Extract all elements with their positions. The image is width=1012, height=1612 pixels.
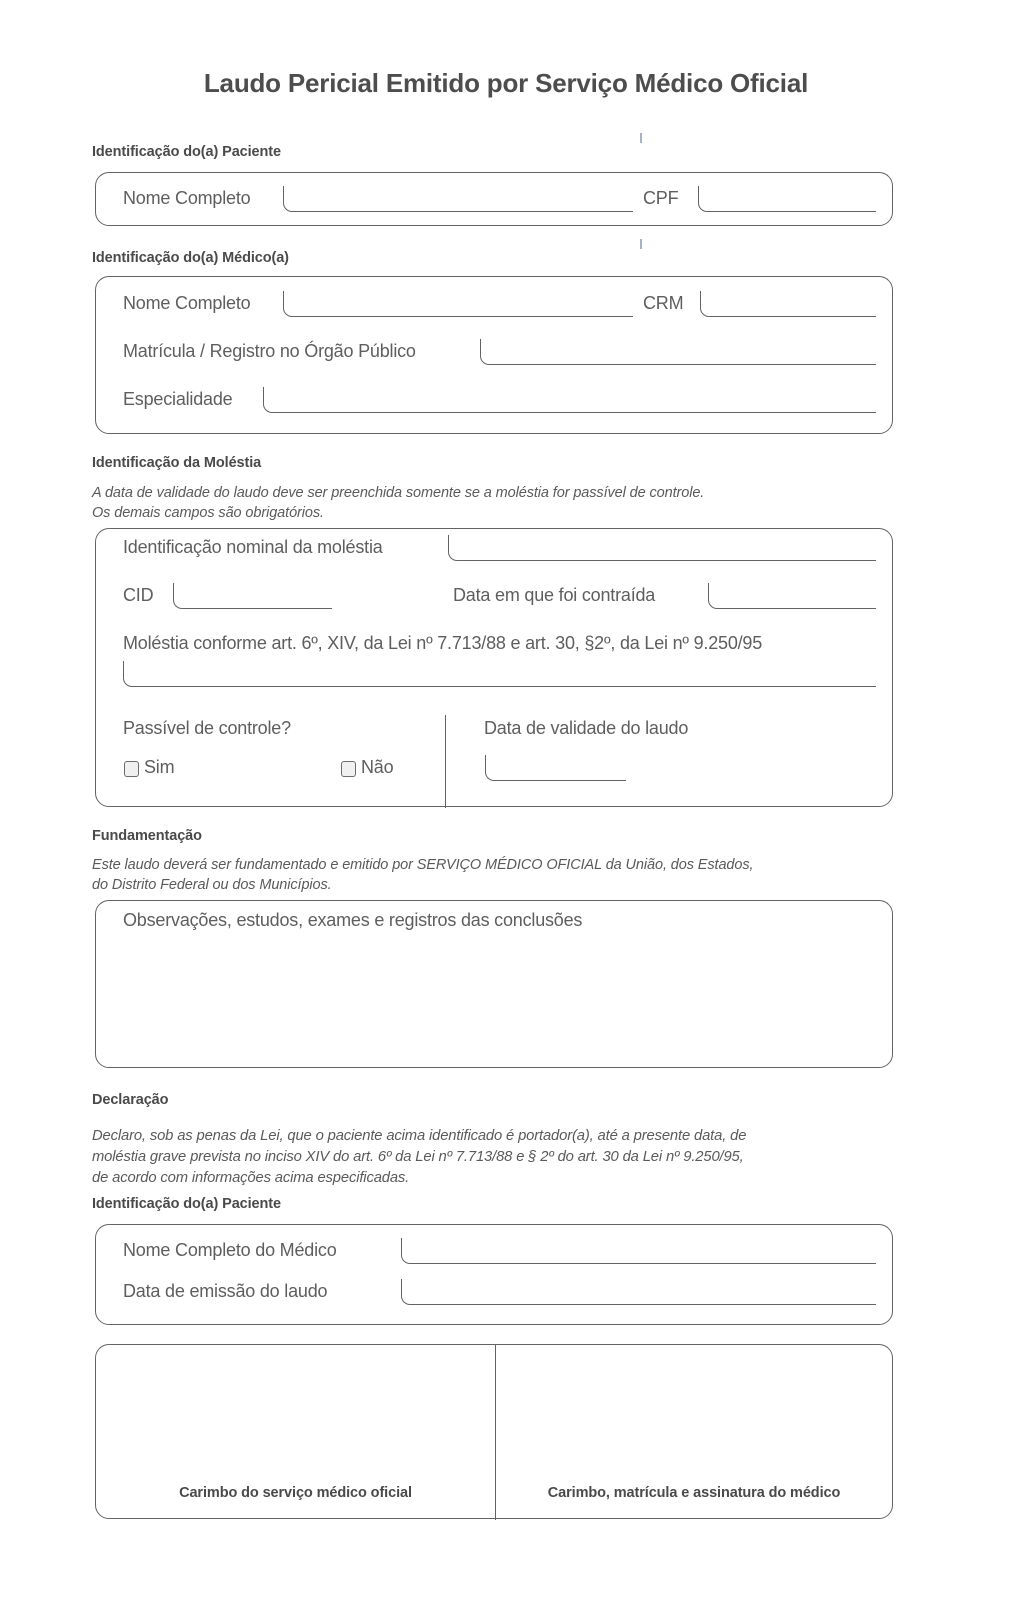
illness-section-heading: Identificação da Moléstia — [92, 455, 262, 471]
illness-cid-input[interactable] — [173, 583, 332, 609]
illness-fields-box — [95, 528, 893, 807]
grounds-section-heading: Fundamentação — [92, 828, 202, 844]
illness-cid-label: CID — [123, 585, 154, 605]
controllable-yes-checkbox[interactable] — [124, 761, 139, 777]
controllable-no-label: Não — [361, 757, 394, 777]
doctor-specialty-label: Especialidade — [123, 389, 233, 409]
grounds-textarea-box[interactable] — [95, 900, 893, 1068]
illness-contracted-date-input[interactable] — [708, 583, 876, 609]
doctor-full-name-input[interactable] — [283, 291, 633, 317]
patient-full-name-input[interactable] — [283, 186, 633, 212]
declaration-text-line1: Declaro, sob as penas da Lei, que o paciente acima identificado é portador(a), até a presente data, de — [92, 1128, 747, 1144]
declaration-text-line3: de acordo com informações acima especificadas. — [92, 1170, 410, 1186]
grounds-section-note-line2: do Distrito Federal ou dos Municípios. — [92, 877, 332, 893]
section-tick-icon — [640, 239, 642, 249]
signature-issue-date-input[interactable] — [401, 1279, 876, 1305]
illness-contracted-date-label: Data em que foi contraída — [453, 585, 656, 605]
signature-issue-date-label: Data de emissão do laudo — [123, 1281, 328, 1301]
illness-name-input[interactable] — [448, 535, 876, 561]
controllable-yes-label: Sim — [144, 757, 175, 777]
patient-fields-box — [95, 172, 893, 226]
signature-doctor-name-input[interactable] — [401, 1238, 876, 1264]
doctor-registry-input[interactable] — [480, 339, 876, 365]
doctor-crm-label: CRM — [643, 293, 684, 313]
patient-cpf-input[interactable] — [698, 186, 876, 212]
grounds-section-note-line1: Este laudo deverá ser fundamentado e emitido por SERVIÇO MÉDICO OFICIAL da União, dos Estados, — [92, 857, 754, 873]
illness-name-label: Identificação nominal da moléstia — [123, 537, 383, 557]
controllable-no-checkbox[interactable] — [341, 761, 356, 777]
validity-date-input[interactable] — [485, 755, 626, 781]
validity-date-label: Data de validade do laudo — [484, 718, 689, 738]
grounds-textarea-label: Observações, estudos, exames e registros das conclusões — [123, 910, 583, 930]
stamp-left-caption: Carimbo do serviço médico oficial — [179, 1485, 412, 1501]
illness-section-note-line2: Os demais campos são obrigatórios. — [92, 505, 324, 521]
illness-legal-basis-label: Moléstia conforme art. 6º, XIV, da Lei nº 7.713/88 e art. 30, §2º, da Lei nº 9.250/95 — [123, 633, 763, 653]
doctor-section-heading: Identificação do(a) Médico(a) — [92, 250, 289, 266]
illness-box-divider — [445, 715, 446, 808]
illness-legal-basis-input[interactable] — [123, 661, 876, 687]
page-title: Laudo Pericial Emitido por Serviço Médico Oficial — [203, 68, 809, 98]
doctor-crm-input[interactable] — [700, 291, 876, 317]
section-tick-icon — [640, 133, 642, 143]
patient-cpf-label: CPF — [643, 188, 679, 208]
signature-section-heading: Identificação do(a) Paciente — [92, 1196, 281, 1212]
patient-full-name-label: Nome Completo — [123, 188, 251, 208]
controllable-question-label: Passível de controle? — [123, 718, 291, 738]
stamp-right-caption: Carimbo, matrícula e assinatura do médico — [547, 1485, 841, 1501]
declaration-section-heading: Declaração — [92, 1092, 169, 1108]
doctor-specialty-input[interactable] — [263, 387, 876, 413]
signature-fields-box — [95, 1224, 893, 1325]
declaration-text-line2: moléstia grave prevista no inciso XIV do art. 6º da Lei nº 7.713/88 e § 2º do art. 30 da Lei nº 9.250/95, — [92, 1149, 744, 1165]
signature-doctor-name-label: Nome Completo do Médico — [123, 1240, 337, 1260]
doctor-full-name-label: Nome Completo — [123, 293, 251, 313]
stamps-box — [95, 1344, 893, 1519]
patient-section-heading: Identificação do(a) Paciente — [92, 144, 281, 160]
doctor-registry-label: Matrícula / Registro no Órgão Público — [123, 341, 416, 361]
doctor-fields-box — [95, 276, 893, 434]
illness-section-note-line1: A data de validade do laudo deve ser preenchida somente se a moléstia for passível de controle. — [92, 485, 705, 501]
